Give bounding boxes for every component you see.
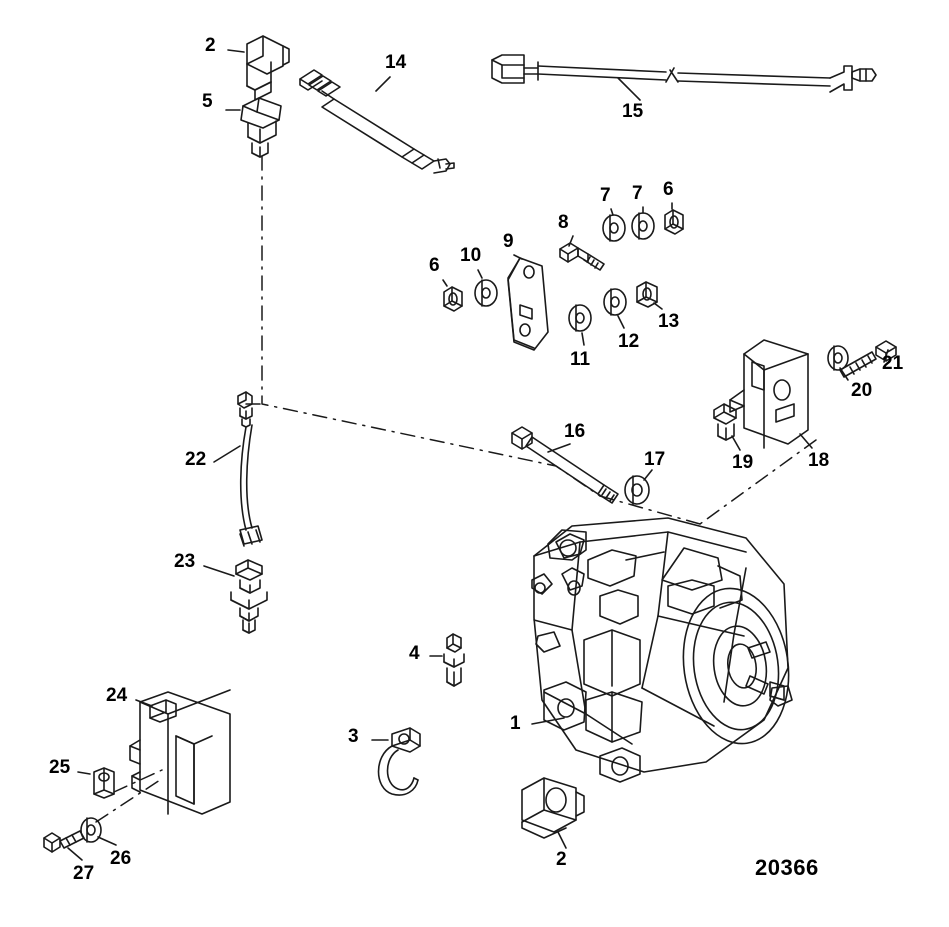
hose-assembly xyxy=(300,70,454,173)
transmission-housing xyxy=(532,518,798,782)
bolt-27 xyxy=(44,831,84,852)
leader-11 xyxy=(582,333,584,345)
leader-19 xyxy=(732,436,740,450)
callout-5: 5 xyxy=(202,91,213,112)
callout-14: 14 xyxy=(385,52,407,73)
wiring-harness xyxy=(492,55,876,92)
leader-10 xyxy=(478,270,482,278)
callout-19: 19 xyxy=(732,452,754,473)
callout-21: 21 xyxy=(882,353,904,374)
nut-6b xyxy=(444,287,462,311)
leader-22 xyxy=(214,446,240,462)
callout-20: 20 xyxy=(851,380,873,401)
hex-fitting xyxy=(241,98,281,157)
callout-2-top: 2 xyxy=(205,35,216,56)
callout-2-bottom: 2 xyxy=(556,849,567,870)
leader-20 xyxy=(840,368,848,380)
leader-2-bottom xyxy=(558,832,566,848)
callout-16: 16 xyxy=(564,421,586,442)
callout-25: 25 xyxy=(49,757,71,778)
nut-6a xyxy=(665,210,683,234)
callout-9: 9 xyxy=(503,231,514,252)
mount-block xyxy=(730,340,808,448)
leader-23 xyxy=(204,566,234,576)
bushing-25 xyxy=(94,768,114,798)
leader-12 xyxy=(618,316,624,328)
washer-17 xyxy=(625,476,649,504)
leader-13 xyxy=(654,303,662,309)
callout-13: 13 xyxy=(658,311,680,332)
callout-17: 17 xyxy=(644,449,666,470)
temperature-sensor xyxy=(231,560,267,633)
callout-18: 18 xyxy=(808,450,830,471)
leader-16 xyxy=(548,444,570,452)
callout-24: 24 xyxy=(106,685,128,706)
washer-10 xyxy=(475,280,497,306)
callout-11: 11 xyxy=(570,349,591,370)
nipple-fitting xyxy=(444,634,464,686)
washer-7b xyxy=(632,213,654,239)
callout-1: 1 xyxy=(510,713,521,734)
leader-9 xyxy=(514,255,522,259)
callout-10: 10 xyxy=(460,245,482,266)
callout-7b: 7 xyxy=(632,183,643,204)
leader-7a xyxy=(611,209,613,215)
washer-12 xyxy=(604,289,626,315)
leader-26 xyxy=(98,837,116,845)
plug-19 xyxy=(714,404,736,440)
leader-14 xyxy=(376,77,390,91)
leader-27 xyxy=(68,848,82,860)
callout-26: 26 xyxy=(110,848,132,869)
callout-22: 22 xyxy=(185,449,207,470)
callout-12: 12 xyxy=(618,331,640,352)
elbow-fitting-bottom xyxy=(522,778,584,838)
leader-2-top xyxy=(228,50,244,52)
callout-23: 23 xyxy=(174,551,196,572)
washer-11 xyxy=(569,305,591,331)
leader-17 xyxy=(644,470,652,480)
washer-7a xyxy=(603,215,625,241)
leader-25 xyxy=(78,772,90,774)
bracket-plate xyxy=(508,258,548,350)
callout-6b: 6 xyxy=(429,255,440,276)
washer-20 xyxy=(828,346,848,370)
leader-1 xyxy=(532,718,564,724)
leader-15 xyxy=(618,78,640,100)
stud-bolt xyxy=(560,243,604,270)
drawing-number: 20366 xyxy=(755,855,819,880)
elbow-fitting-top xyxy=(247,36,289,100)
leader-18 xyxy=(800,434,812,448)
callout-6a: 6 xyxy=(663,179,674,200)
leader-6b xyxy=(443,280,447,286)
valve-body xyxy=(130,690,230,814)
callout-8: 8 xyxy=(558,212,569,233)
callout-27: 27 xyxy=(73,863,95,884)
callout-3: 3 xyxy=(348,726,359,747)
clamp-bracket xyxy=(379,728,421,795)
sensor-lead xyxy=(238,392,262,546)
callout-15: 15 xyxy=(622,101,644,122)
callout-7a: 7 xyxy=(600,185,611,206)
callout-4: 4 xyxy=(409,643,420,664)
